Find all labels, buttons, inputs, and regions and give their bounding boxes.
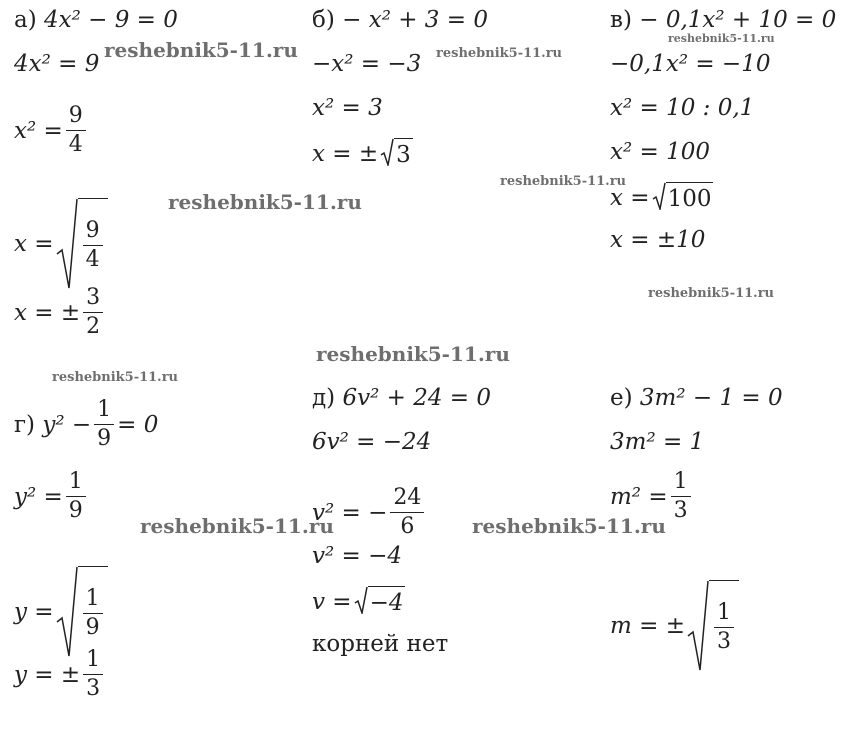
watermark: reshebnik5-11.ru	[472, 514, 666, 538]
problem-b-line4-left: x = ±	[312, 140, 379, 167]
watermark: reshebnik5-11.ru	[648, 286, 775, 301]
radical-sign-icon	[380, 138, 394, 166]
fraction	[83, 587, 103, 640]
problem-a-line2: 4x² = 9	[14, 51, 100, 77]
radicand: 100	[666, 182, 714, 213]
problem-g-line3	[14, 566, 108, 658]
fraction-denominator: 4	[68, 132, 83, 157]
fraction-numerator: 3	[83, 286, 103, 313]
fraction	[671, 470, 691, 523]
fraction-denominator: 6	[400, 514, 415, 539]
problem-g-line1-left: y² −	[42, 411, 92, 438]
problem-v-line6: x = ±10	[610, 227, 706, 253]
problem-v-label: в)	[610, 7, 632, 33]
problem-d-equation	[312, 384, 491, 412]
problem-g-line4	[14, 648, 106, 701]
problem-d-line6: корней нет	[312, 631, 449, 657]
problem-d-label: д)	[312, 385, 336, 411]
problem-b-line1: − x² + 3 = 0	[342, 7, 488, 33]
problem-d-line2: 6v² = −24	[312, 429, 432, 455]
fraction	[94, 398, 114, 451]
problem-g-equation	[14, 398, 158, 451]
fraction	[83, 219, 103, 272]
watermark: reshebnik5-11.ru	[168, 190, 362, 214]
problem-v-equation	[610, 6, 836, 34]
square-root	[687, 580, 739, 672]
problem-b-label: б)	[312, 7, 335, 33]
watermark: reshebnik5-11.ru	[668, 32, 775, 45]
square-root	[380, 138, 413, 169]
fraction	[83, 286, 103, 339]
problem-v-line5-left: x =	[610, 184, 650, 211]
fraction-denominator: 9	[85, 615, 100, 640]
watermark: reshebnik5-11.ru	[500, 174, 627, 189]
problem-a-line5-left: x = ±	[14, 299, 81, 326]
square-root	[354, 586, 406, 617]
fraction-denominator: 3	[716, 629, 731, 654]
problem-a-line5	[14, 286, 106, 339]
problem-d-line1: 6v² + 24 = 0	[342, 385, 491, 411]
fraction-numerator: 1	[714, 601, 734, 628]
fraction	[390, 486, 424, 539]
problem-b-line3: x² = 3	[312, 95, 383, 121]
problem-g-line3-left: y =	[14, 599, 54, 625]
square-root	[56, 198, 108, 290]
problem-e-line2: 3m² = 1	[610, 429, 705, 455]
watermark: reshebnik5-11.ru	[140, 514, 334, 538]
fraction-denominator: 3	[86, 676, 101, 701]
problem-e-line1: 3m² − 1 = 0	[639, 385, 783, 411]
problem-v-line3: x² = 10 : 0,1	[610, 95, 755, 121]
problem-e-line3-left: m² =	[610, 483, 668, 510]
fraction-numerator: 1	[83, 648, 103, 675]
fraction-numerator: 1	[94, 398, 114, 425]
radicand: −4	[368, 586, 406, 617]
problem-g-label: г)	[14, 411, 36, 438]
radical-sign-icon	[652, 182, 666, 210]
problem-a-line1: 4x² − 9 = 0	[44, 7, 178, 33]
problem-g-line2	[14, 470, 89, 523]
fraction	[66, 104, 86, 157]
problem-d-line3-left: v² = −	[312, 499, 388, 526]
fraction-denominator: 9	[68, 498, 83, 523]
problem-a-line4-left: x =	[14, 231, 54, 257]
fraction	[714, 601, 734, 654]
fraction-denominator: 9	[97, 426, 112, 451]
square-root	[56, 566, 108, 658]
problem-a-line4	[14, 198, 108, 290]
problem-e-line4	[610, 580, 739, 672]
problem-d-line5	[312, 586, 405, 617]
fraction	[83, 648, 103, 701]
square-root	[652, 182, 714, 213]
watermark: reshebnik5-11.ru	[52, 370, 179, 385]
radicand: 3	[394, 138, 413, 169]
problem-e-line4-left: m = ±	[610, 613, 685, 639]
fraction-numerator: 1	[66, 470, 86, 497]
problem-b-line4	[312, 138, 413, 169]
problem-a-line3	[14, 104, 89, 157]
problem-a-line3-left: x² =	[14, 117, 63, 144]
fraction-numerator: 24	[390, 486, 424, 513]
radical-sign-icon	[56, 566, 78, 658]
fraction-numerator: 1	[83, 587, 103, 614]
fraction	[66, 470, 86, 523]
fraction-denominator: 3	[673, 498, 688, 523]
problem-b-equation	[312, 6, 488, 34]
radical-sign-icon	[56, 198, 78, 290]
problem-b-line2: −x² = −3	[312, 51, 422, 77]
watermark: reshebnik5-11.ru	[436, 46, 563, 61]
problem-g-line1-right: = 0	[117, 411, 159, 438]
problem-v-line2: −0,1x² = −10	[610, 51, 771, 77]
problem-d-line5-left: v =	[312, 588, 352, 615]
radical-sign-icon	[354, 586, 368, 614]
fraction-numerator: 9	[83, 219, 103, 246]
fraction-numerator: 9	[66, 104, 86, 131]
problem-a-label: а)	[14, 7, 37, 33]
problem-v-line4: x² = 100	[610, 139, 710, 165]
problem-g-line2-left: y² =	[14, 483, 63, 510]
problem-e-equation	[610, 384, 783, 412]
fraction-denominator: 2	[86, 314, 101, 339]
problem-a-equation	[14, 6, 178, 34]
problem-d-line4: v² = −4	[312, 543, 403, 569]
watermark: reshebnik5-11.ru	[104, 38, 298, 62]
fraction-numerator: 1	[671, 470, 691, 497]
problem-g-line4-left: y = ±	[14, 661, 81, 688]
fraction-denominator: 4	[85, 247, 100, 272]
radical-sign-icon	[687, 580, 709, 672]
problem-v-line1: − 0,1x² + 10 = 0	[639, 7, 837, 33]
watermark: reshebnik5-11.ru	[316, 342, 510, 366]
problem-e-label: е)	[610, 385, 633, 411]
